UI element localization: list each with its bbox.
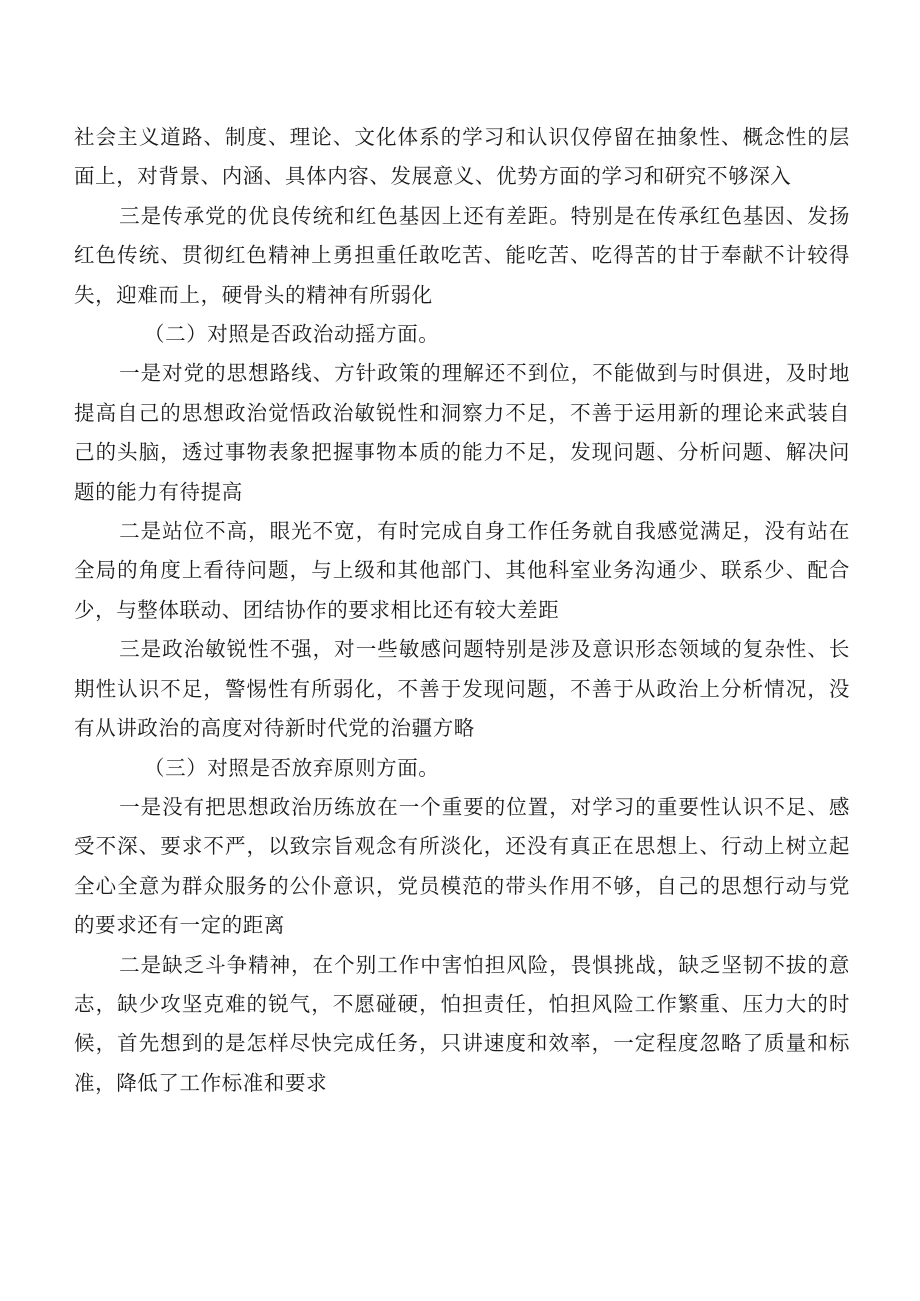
paragraph-party-line: 一是对党的思想路线、方针政策的理解还不到位，不能做到与时俱进，及时地提高自己的思想政治觉悟政治敏锐性和洞察力不足，不善于运用新的理论来武装自己的头脑，透过事物表象把握事物本质的能力不足，发现问题、分析问题、解决问题的能力有待提高 — [74, 361, 850, 504]
paragraph-political-sensitivity: 三是政治敏锐性不强，对一些敏感问题特别是涉及意识形态领域的复杂性、长期性认识不足，警惕性有所弱化，不善于发现问题，不善于从政治上分析情况，没有从讲政治的高度对待新时代党的治疆方略 — [74, 637, 850, 741]
paragraph-continuation: 社会主义道路、制度、理论、文化体系的学习和认识仅停留在抽象性、概念性的层面上，对背景、内涵、具体内容、发展意义、优势方面的学习和研究不够深入 — [74, 125, 850, 189]
paragraph-fighting-spirit: 二是缺乏斗争精神，在个别工作中害怕担风险，畏惧挑战，缺乏坚韧不拔的意志，缺少攻坚克难的锐气，不愿碰硬，怕担责任，怕担风险工作繁重、压力大的时候，首先想到的是怎样尽快完成任务，只讲速度和效率，一定程度忽略了质量和标准，降低了工作标准和要求 — [74, 952, 850, 1095]
section-heading-political-wavering: （二）对照是否政治动摇方面。 — [144, 322, 440, 347]
section-heading-abandon-principles: （三）对照是否放弃原则方面。 — [144, 755, 440, 780]
paragraph-ideological-training: 一是没有把思想政治历练放在一个重要的位置，对学习的重要性认识不足、感受不深、要求不严，以致宗旨观念有所淡化，还没有真正在思想上、行动上树立起全心全意为群众服务的公仆意识，党员模范的带头作用不够，自己的思想行动与党的要求还有一定的距离 — [74, 794, 850, 938]
paragraph-red-tradition: 三是传承党的优良传统和红色基因上还有差距。特别是在传承红色基因、发扬红色传统、贯彻红色精神上勇担重任敢吃苦、能吃苦、吃得苦的甘于奉献不计较得失，迎难而上，硬骨头的精神有所弱化 — [74, 203, 850, 307]
paragraph-perspective: 二是站位不高，眼光不宽，有时完成自身工作任务就自我感觉满足，没有站在全局的角度上看待问题，与上级和其他部门、其他科室业务沟通少、联系少、配合少，与整体联动、团结协作的要求相比还有较大差距 — [74, 519, 850, 622]
